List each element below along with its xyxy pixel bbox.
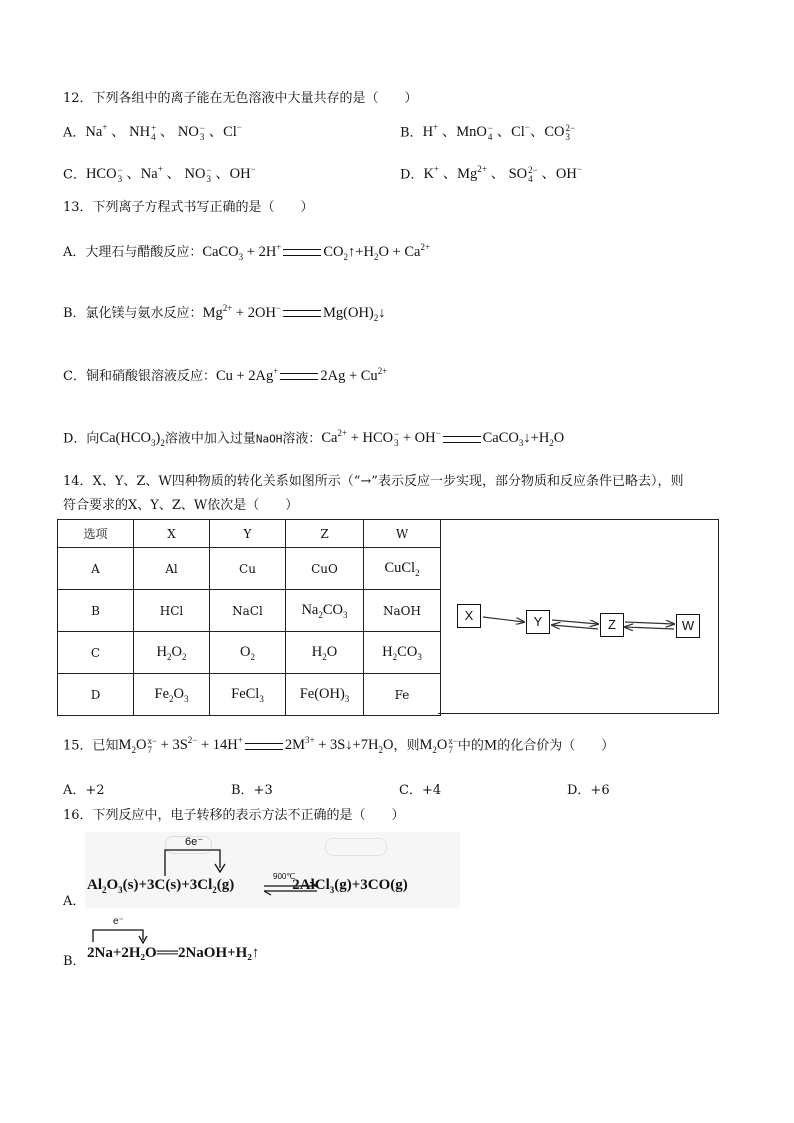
q12-option-a: A．Na+ 、 NH + 4 、 NO − 3 、Cl− <box>63 122 242 142</box>
table-cell: $Na_2CO_3$ <box>286 590 364 632</box>
q14-stem-line1: 14．X、Y、Z、W四种物质的转化关系如图所示（“→”表示反应一步实现，部分物质和反应条件已略去），则 <box>63 474 684 489</box>
table-cell: Fe <box>364 674 441 716</box>
q16-option-b-label: B． <box>63 954 86 969</box>
table-cell: A <box>58 548 134 590</box>
arrow-z-to-w <box>625 622 674 624</box>
table-header: 选项 <box>58 520 134 548</box>
q12-stem: 12．下列各组中的离子能在无色溶液中大量共存的是（ ） <box>63 91 418 106</box>
q12-option-d: D．K+ 、$Mg^{2+}$ 、 SO 2− 4 、OH− <box>400 164 582 184</box>
q13-option-c: C．铜和硝酸银溶液反应：Cu + 2Ag+ $2Ag + Cu^{2+}$ <box>63 366 388 384</box>
table-cell: C <box>58 632 134 674</box>
table-cell: $Fe(OH)_3$ <box>286 674 364 716</box>
table-header: Z <box>286 520 364 548</box>
q13-option-d: D．向$Ca(HCO_3)_2$溶液中加入过量NaOH溶液：$Ca^{2+}$ + HCO − 3 + OH− $CaCO_3↓+H_2O$ <box>63 428 565 449</box>
q14-options-table <box>57 519 441 716</box>
table-cell: $Fe_2O_3$ <box>134 674 210 716</box>
q15-option-a: A．+2 <box>63 783 105 798</box>
node-y: Y <box>526 610 550 634</box>
q16-option-a-label: A． <box>63 894 86 909</box>
arrow-x-to-y <box>483 617 524 622</box>
table-cell: Al <box>134 548 210 590</box>
table-cell: CuCl$_2$ <box>364 548 441 590</box>
q13-option-b: B．氯化镁与氨水反应：$Mg^{2+} + 2OH^-$ $Mg(OH)_2↓$ <box>63 303 386 323</box>
electron-transfer-bracket <box>85 832 460 908</box>
table-row <box>58 674 441 716</box>
table-row <box>58 548 441 590</box>
arrow-w-to-z <box>625 627 674 629</box>
node-z: Z <box>600 613 624 637</box>
table-cell: CuO <box>286 548 364 590</box>
option-label: C． <box>63 167 86 183</box>
q13-option-a: A．大理石与醋酸反应：CaCO$_3$ + 2H+ $CO_2↑+H_2O + Ca^{2+}$ <box>63 242 431 262</box>
table-row <box>58 632 441 674</box>
arrow-y-to-z <box>552 620 598 624</box>
electron-count: 6e⁻ <box>185 836 204 848</box>
q14-diagram <box>438 519 719 714</box>
table-row <box>58 590 441 632</box>
arrow-z-to-y <box>552 625 598 629</box>
reaction-equation: $Al_2O_3(s)+3C(s)+3Cl_2(g)$ 2AlCl$_3$(g)+3CO(g) <box>87 877 408 895</box>
q12-option-c: C．HCO − 3 、Na+ 、 NO − 3 、OH− <box>63 164 256 184</box>
q15-option-c: C．+4 <box>399 783 442 798</box>
option-label: B． <box>400 125 423 141</box>
node-x: X <box>457 604 481 628</box>
table-header: Y <box>210 520 286 548</box>
table-cell: FeCl$_3$ <box>210 674 286 716</box>
reaction-condition: 900℃ <box>273 872 296 881</box>
table-cell: $H_2CO_3$ <box>364 632 441 674</box>
reversible-arrow <box>262 882 322 896</box>
node-w: W <box>676 614 700 638</box>
table-cell: Cu <box>210 548 286 590</box>
q12-option-b: B．H+ 、MnO − 4 、Cl−、CO 2− 3 <box>400 122 576 142</box>
table-cell: B <box>58 590 134 632</box>
table-cell: HCl <box>134 590 210 632</box>
electron-count: e⁻ <box>113 916 124 927</box>
table-cell: NaOH <box>364 590 441 632</box>
q15-stem: 15．已知$M_2O$ x− 7 + $3S^{2-} + 14H^+$ $2M^{3+}$ + $3S↓+7H_2O$，则$M_2O$ x− 7 中的M的化合价为（ ） <box>63 735 615 756</box>
table-cell: $H_2O$ <box>286 632 364 674</box>
option-label: D． <box>400 167 424 183</box>
q15-option-b: B．+3 <box>231 783 273 798</box>
reaction-equation: 2Na+2H₂O══2NaOH+H₂↑ <box>87 945 260 961</box>
table-cell: D <box>58 674 134 716</box>
table-cell: $O_2$ <box>210 632 286 674</box>
table-cell: NaCl <box>210 590 286 632</box>
q16-option-b-image <box>85 912 315 970</box>
q16-option-a-image <box>85 832 460 908</box>
table-header: X <box>134 520 210 548</box>
option-label: A． <box>63 125 86 141</box>
q14-stem-line2: 符合要求的X、Y、Z、W依次是（ ） <box>63 498 299 513</box>
table-header: W <box>364 520 441 548</box>
table-cell: $H_2O_2$ <box>134 632 210 674</box>
q15-option-d: D．+6 <box>567 783 610 798</box>
q13-stem: 13．下列离子方程式书写正确的是（ ） <box>63 200 314 215</box>
q16-stem: 16．下列反应中，电子转移的表示方法不正确的是（ ） <box>63 808 405 823</box>
